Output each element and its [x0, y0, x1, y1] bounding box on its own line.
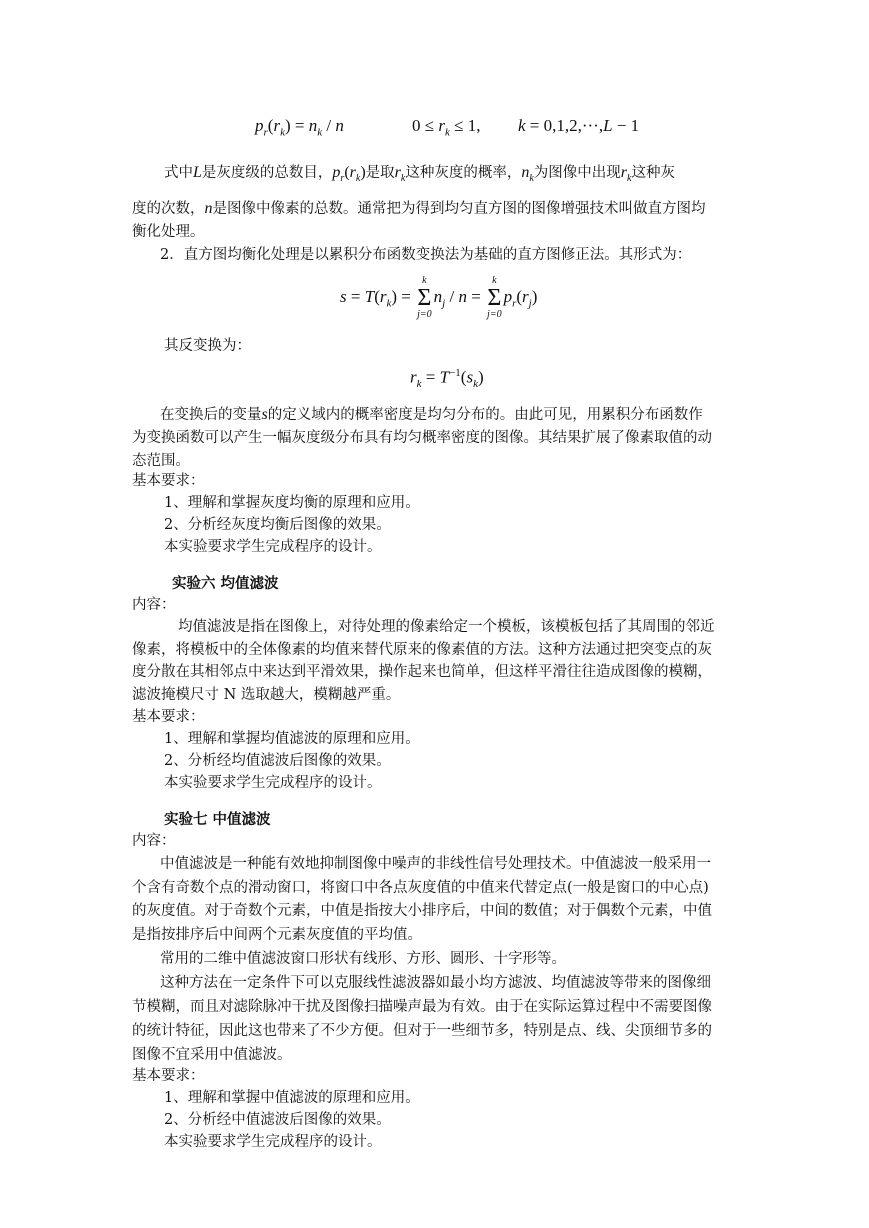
- formula-condition-range: $0 \le r_k \le 1$,: [412, 116, 481, 139]
- exp7-p3-line3: 的统计特征，因此这也带来了不少方便。但对于一些细节多，特别是点、线、尖顶细节多的: [132, 1023, 712, 1039]
- exp7-item1: 1、理解和掌握中值滤波的原理和应用。: [164, 1090, 420, 1106]
- para3-line1: 在变换后的变量s的定义域内的概率密度是均匀分布的。由此可见，用累积分布函数作: [160, 406, 703, 423]
- exp6-req-label: 基本要求：: [132, 709, 205, 725]
- exp7-title: 实验七 中值滤波: [164, 812, 271, 828]
- req5-label: 基本要求：: [132, 473, 205, 489]
- para3-line2: 为变换函数可以产生一幅灰度级分布具有均匀概率密度的图像。其结果扩展了像素取值的动: [132, 430, 712, 446]
- req5-item2: 2、分析经灰度均衡后图像的效果。: [164, 517, 391, 533]
- para2: 2．直方图均衡化处理是以累积分布函数变换法为基础的直方图修正法。其形式为：: [160, 247, 692, 263]
- para1-line3: 衡化处理。: [132, 224, 205, 240]
- exp7-p1-line4: 是指按排序后中间两个元素灰度值的平均值。: [132, 927, 422, 943]
- req5-item3: 本实验要求学生完成程序的设计。: [164, 539, 382, 555]
- formula-probability: [255, 116, 344, 138]
- exp6-line4: 滤波掩模尺寸 N 选取越大，模糊越严重。: [132, 687, 401, 703]
- formula-cdf: $s = T(r_k)$ = k Σ j=0 $n_j$ / n = k Σ j=0 $p_r(r_j)$: [340, 275, 538, 320]
- para1-line1: 式中L是灰度级的总数目，$p_r(r_k)$是取$r_k$这种灰度的概率，$n_k$为图像中出现$r_k$这种灰: [164, 164, 675, 185]
- exp7-content-label: 内容：: [132, 833, 176, 849]
- exp7-req-label: 基本要求：: [132, 1068, 205, 1084]
- formula-probability-lhs: $p_r(r_k) = n_k / n$: [255, 116, 344, 139]
- exp6-item2: 2、分析经均值滤波后图像的效果。: [164, 753, 391, 769]
- exp7-p3-line4: 图像不宜采用中值滤波。: [132, 1047, 292, 1063]
- exp6-line1: 均值滤波是指在图像上，对待处理的像素给定一个模板，该模板包括了其周围的邻近: [178, 619, 715, 635]
- para3-line3: 态范围。: [132, 453, 190, 469]
- req5-item1: 1、理解和掌握灰度均衡的原理和应用。: [164, 495, 420, 511]
- exp6-content-label: 内容：: [132, 597, 176, 613]
- sum-symbol-1: k Σ j=0: [417, 275, 432, 320]
- para1-line2: 度的次数，n是图像中像素的总数。通常把为得到均匀直方图的图像增强技术叫做直方图均: [132, 200, 706, 217]
- exp7-item3: 本实验要求学生完成程序的设计。: [164, 1134, 382, 1150]
- exp7-item2: 2、分析经中值滤波后图像的效果。: [164, 1112, 391, 1128]
- exp7-p1-line2: 个含有奇数个点的滑动窗口，将窗口中各点灰度值的中值来代替定点(一般是窗口的中心点): [132, 880, 709, 896]
- exp6-item1: 1、理解和掌握均值滤波的原理和应用。: [164, 731, 420, 747]
- exp6-line3: 度分散在其相邻点中来达到平滑效果，操作起来也简单，但这样平滑往往造成图像的模糊，: [132, 664, 712, 680]
- formula-inverse: $r_k = T^{-1}(s_k)$: [410, 367, 484, 391]
- exp6-title: 实验六 均值滤波: [172, 576, 279, 592]
- exp6-item3: 本实验要求学生完成程序的设计。: [164, 775, 382, 791]
- formula-condition-index: k = 0,1,2,···,L − 1: [518, 116, 640, 135]
- exp7-p1-line3: 的灰度值。对于奇数个元素，中值是指按大小排序后，中间的数值；对于偶数个元素，中值: [132, 903, 712, 919]
- exp6-line2: 像素，将模板中的全体像素的均值来替代原来的像素值的方法。这种方法通过把突变点的灰: [132, 642, 712, 658]
- exp7-p2: 常用的二维中值滤波窗口形状有线形、方形、圆形、十字形等。: [160, 951, 566, 967]
- inverse-label: 其反变换为：: [164, 338, 251, 354]
- exp7-p1-line1: 中值滤波是一种能有效地抑制图像中噪声的非线性信号处理技术。中值滤波一般采用一: [160, 856, 711, 872]
- exp7-p3-line1: 这种方法在一定条件下可以克服线性滤波器如最小均方滤波、均值滤波等带来的图像细: [160, 975, 711, 991]
- exp7-p3-line2: 节模糊，而且对滤除脉冲干扰及图像扫描噪声最为有效。由于在实际运算过程中不需要图像: [132, 999, 712, 1015]
- sum-symbol-2: k Σ j=0: [487, 275, 502, 320]
